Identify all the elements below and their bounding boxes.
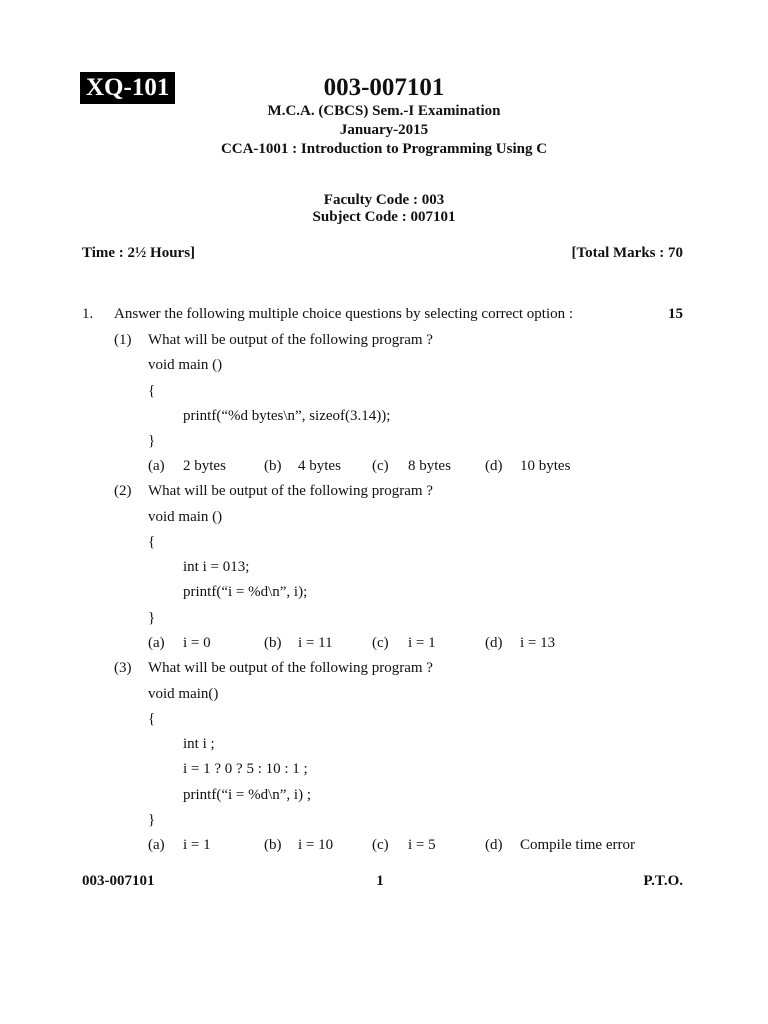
subquestion-number: (2) [114, 483, 132, 499]
paper-code: 003-007101 [323, 74, 445, 101]
option-label: (d) [485, 837, 503, 853]
option-value: i = 1 [408, 635, 436, 651]
option-label: (b) [264, 837, 282, 853]
paper-badge: XQ-101 [80, 72, 175, 104]
option-label: (a) [148, 635, 165, 651]
code-line: i = 1 ? 0 ? 5 : 10 : 1 ; [183, 761, 308, 777]
code-line: printf(“i = %d\n”, i) ; [183, 787, 312, 803]
option-value: 10 bytes [520, 458, 571, 474]
option-value: i = 13 [520, 635, 556, 651]
question-marks: 15 [668, 306, 683, 322]
total-marks: [Total Marks : 70 [571, 245, 683, 261]
code-line: void main () [148, 509, 223, 525]
code-line: { [148, 711, 156, 727]
option-value: 8 bytes [408, 458, 451, 474]
option-label: (c) [372, 458, 389, 474]
option-value: i = 1 [183, 837, 211, 853]
code-line: void main () [148, 357, 223, 373]
page-number: 1 [376, 873, 384, 889]
option-value: Compile time error [520, 837, 635, 853]
code-line: } [148, 610, 156, 626]
option-value: 4 bytes [298, 458, 341, 474]
option-value: i = 11 [298, 635, 333, 651]
option-label: (d) [485, 635, 503, 651]
subquestion-text: What will be output of the following program ? [148, 483, 433, 499]
faculty-code: Faculty Code : 003 [323, 192, 445, 208]
option-label: (a) [148, 837, 165, 853]
option-label: (b) [264, 635, 282, 651]
code-line: } [148, 812, 156, 828]
option-value: 2 bytes [183, 458, 226, 474]
option-label: (c) [372, 837, 389, 853]
option-value: i = 10 [298, 837, 334, 853]
question-number: 1. [82, 306, 94, 322]
question-text: Answer the following multiple choice questions by selecting correct option : [114, 306, 574, 322]
code-line: printf(“i = %d\n”, i); [183, 584, 308, 600]
code-line: int i ; [183, 736, 215, 752]
exam-session: January-2015 [339, 122, 429, 138]
subject-code: Subject Code : 007101 [312, 209, 456, 225]
option-label: (c) [372, 635, 389, 651]
course-title: CCA-1001 : Introduction to Programming Using C [220, 141, 548, 157]
subquestion-number: (3) [114, 660, 132, 676]
subquestion-number: (1) [114, 332, 132, 348]
code-line: { [148, 534, 156, 550]
option-label: (a) [148, 458, 165, 474]
option-label: (d) [485, 458, 503, 474]
code-line: void main() [148, 686, 219, 702]
subquestion-text: What will be output of the following program ? [148, 332, 433, 348]
please-turn-over: P.T.O. [643, 873, 683, 889]
exam-name: M.C.A. (CBCS) Sem.-I Examination [267, 103, 501, 119]
code-line: int i = 013; [183, 559, 250, 575]
option-value: i = 5 [408, 837, 436, 853]
option-value: i = 0 [183, 635, 211, 651]
code-line: printf(“%d bytes\n”, sizeof(3.14)); [183, 408, 391, 424]
time-allowed: Time : 2½ Hours] [82, 245, 196, 261]
code-line: } [148, 433, 156, 449]
option-label: (b) [264, 458, 282, 474]
footer-paper-code: 003-007101 [82, 873, 155, 889]
code-line: { [148, 383, 156, 399]
subquestion-text: What will be output of the following program ? [148, 660, 433, 676]
